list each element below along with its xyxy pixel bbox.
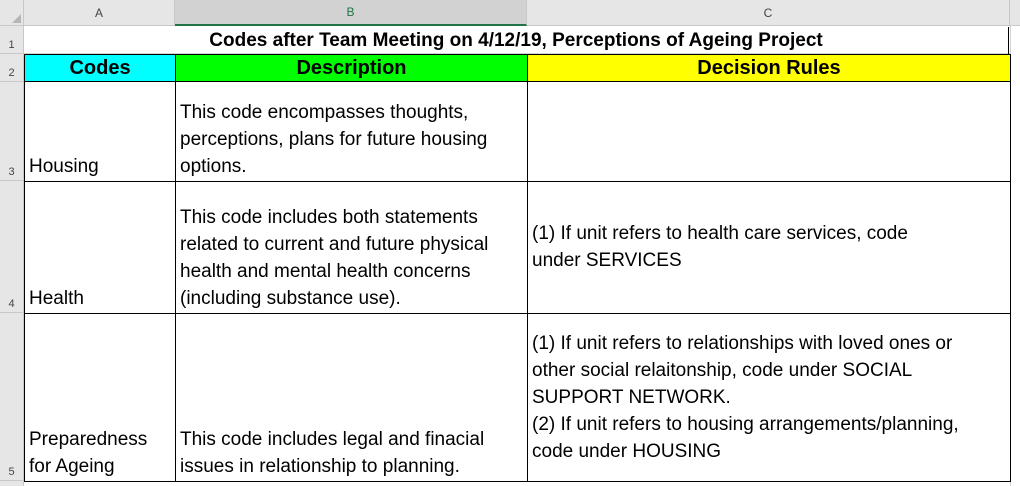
column-header-c[interactable]: C — [527, 0, 1010, 26]
description-cell[interactable]: This code includes both statements related to current and future physical health and mental health concerns (including substance use). — [176, 182, 528, 314]
row-header-1[interactable]: 1 — [0, 26, 24, 54]
decision-rules-cell[interactable] — [528, 82, 1011, 182]
code-cell[interactable]: Housing — [24, 82, 176, 182]
column-header-b[interactable]: B — [175, 0, 527, 26]
header-codes-cell[interactable]: Codes — [24, 54, 176, 82]
row-header-5[interactable]: 5 — [0, 313, 24, 481]
column-header-d-partial[interactable] — [1010, 0, 1020, 26]
code-cell[interactable]: Health — [24, 182, 176, 314]
header-description-cell[interactable]: Description — [175, 54, 528, 82]
header-decision-rules-cell[interactable]: Decision Rules — [527, 54, 1011, 82]
sheet-title-cell[interactable]: Codes after Team Meeting on 4/12/19, Perceptions of Ageing Project — [24, 27, 1009, 54]
row-header-6-partial[interactable] — [0, 481, 24, 486]
row-header-4[interactable]: 4 — [0, 181, 24, 313]
column-header-a[interactable]: A — [24, 0, 175, 26]
description-cell[interactable]: This code includes legal and finacial issues in relationship to planning. — [176, 314, 528, 482]
row-header-2[interactable]: 2 — [0, 54, 24, 82]
row-header-3[interactable]: 3 — [0, 82, 24, 181]
code-cell[interactable]: Preparedness for Ageing — [24, 314, 176, 482]
select-all-corner[interactable] — [0, 0, 24, 26]
decision-rules-cell[interactable]: (1) If unit refers to relationships with loved ones or other social relaitonship, code under SOCIAL SUPPORT NETWORK. (2) If unit refers to housing arrangements/planning, code under HOUSING — [528, 314, 1011, 482]
decision-rules-cell[interactable]: (1) If unit refers to health care services, code under SERVICES — [528, 182, 1011, 314]
description-cell[interactable]: This code encompasses thoughts, perceptions, plans for future housing options. — [176, 82, 528, 182]
